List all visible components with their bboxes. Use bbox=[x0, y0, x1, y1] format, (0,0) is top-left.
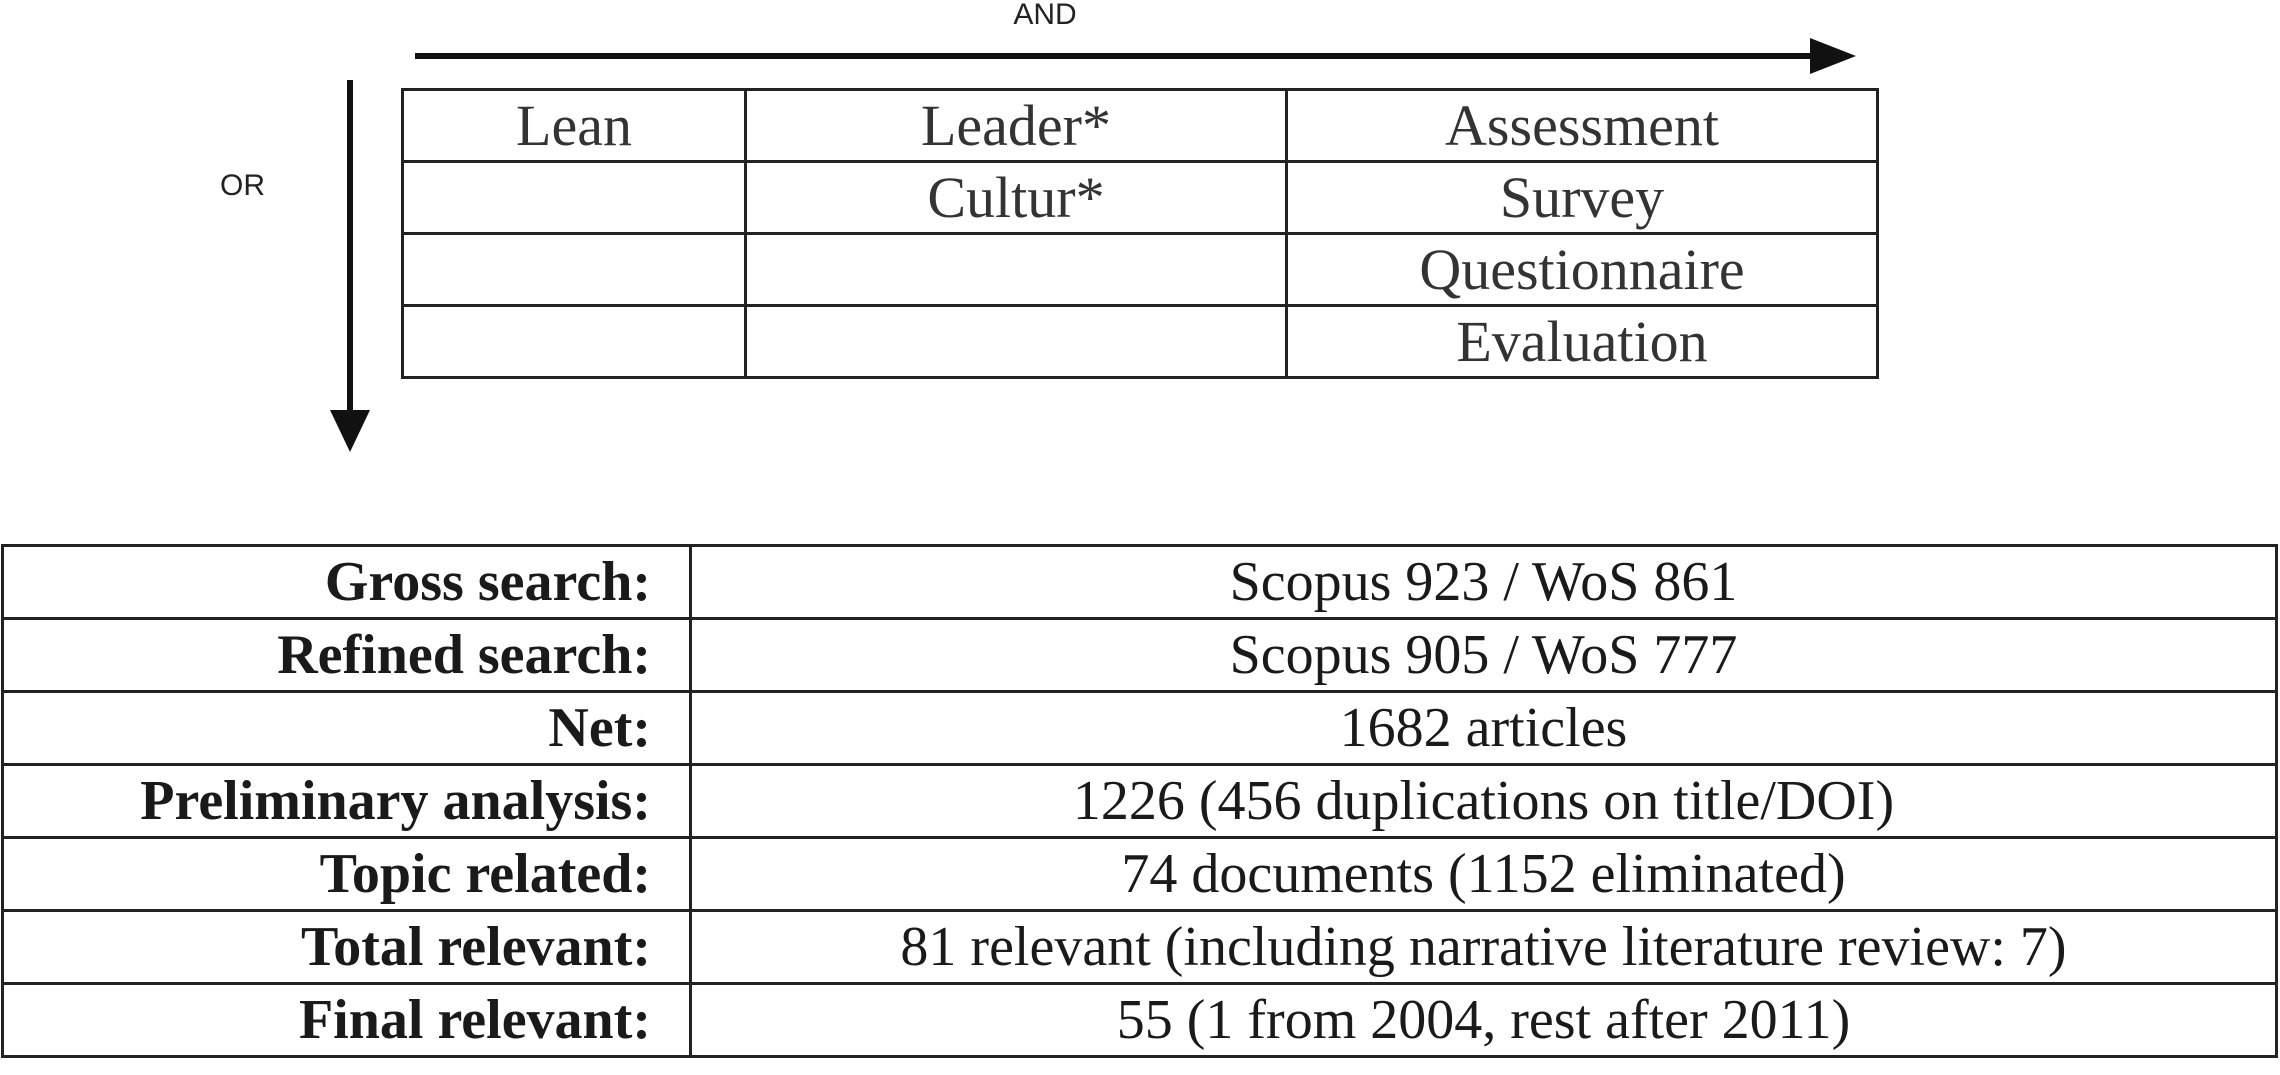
results-label: Topic related: bbox=[3, 838, 691, 911]
terms-cell: Evaluation bbox=[1287, 306, 1878, 378]
search-terms-grid bbox=[401, 88, 1879, 379]
terms-cell bbox=[403, 162, 746, 234]
results-row bbox=[3, 984, 2277, 1057]
terms-cell bbox=[746, 234, 1287, 306]
terms-cell: Questionnaire bbox=[1287, 234, 1878, 306]
terms-cell bbox=[746, 306, 1287, 378]
terms-row bbox=[403, 162, 1878, 234]
or-operator-label: OR bbox=[220, 169, 265, 202]
results-value: Scopus 923 / WoS 861 bbox=[691, 546, 2277, 619]
results-value: 55 (1 from 2004, rest after 2011) bbox=[691, 984, 2277, 1057]
terms-row bbox=[403, 234, 1878, 306]
search-results-table bbox=[1, 544, 2278, 1058]
terms-cell: Cultur* bbox=[746, 162, 1287, 234]
terms-cell: Assessment bbox=[1287, 90, 1878, 162]
results-label: Gross search: bbox=[3, 546, 691, 619]
terms-cell: Survey bbox=[1287, 162, 1878, 234]
results-row bbox=[3, 765, 2277, 838]
terms-row bbox=[403, 90, 1878, 162]
results-row bbox=[3, 911, 2277, 984]
and-operator-label: AND bbox=[1013, 0, 1077, 31]
results-row bbox=[3, 619, 2277, 692]
terms-cell bbox=[403, 306, 746, 378]
or-arrow-icon bbox=[325, 78, 375, 454]
results-label: Total relevant: bbox=[3, 911, 691, 984]
results-value: 1682 articles bbox=[691, 692, 2277, 765]
results-label: Preliminary analysis: bbox=[3, 765, 691, 838]
terms-cell bbox=[403, 234, 746, 306]
results-label: Refined search: bbox=[3, 619, 691, 692]
terms-cell: Leader* bbox=[746, 90, 1287, 162]
terms-cell: Lean bbox=[403, 90, 746, 162]
results-value: Scopus 905 / WoS 777 bbox=[691, 619, 2277, 692]
results-value: 81 relevant (including narrative literature review: 7) bbox=[691, 911, 2277, 984]
and-arrow-icon bbox=[410, 32, 1860, 80]
results-value: 74 documents (1152 eliminated) bbox=[691, 838, 2277, 911]
results-row bbox=[3, 838, 2277, 911]
results-label: Final relevant: bbox=[3, 984, 691, 1057]
results-value: 1226 (456 duplications on title/DOI) bbox=[691, 765, 2277, 838]
results-row bbox=[3, 546, 2277, 619]
terms-row bbox=[403, 306, 1878, 378]
results-row bbox=[3, 692, 2277, 765]
results-label: Net: bbox=[3, 692, 691, 765]
